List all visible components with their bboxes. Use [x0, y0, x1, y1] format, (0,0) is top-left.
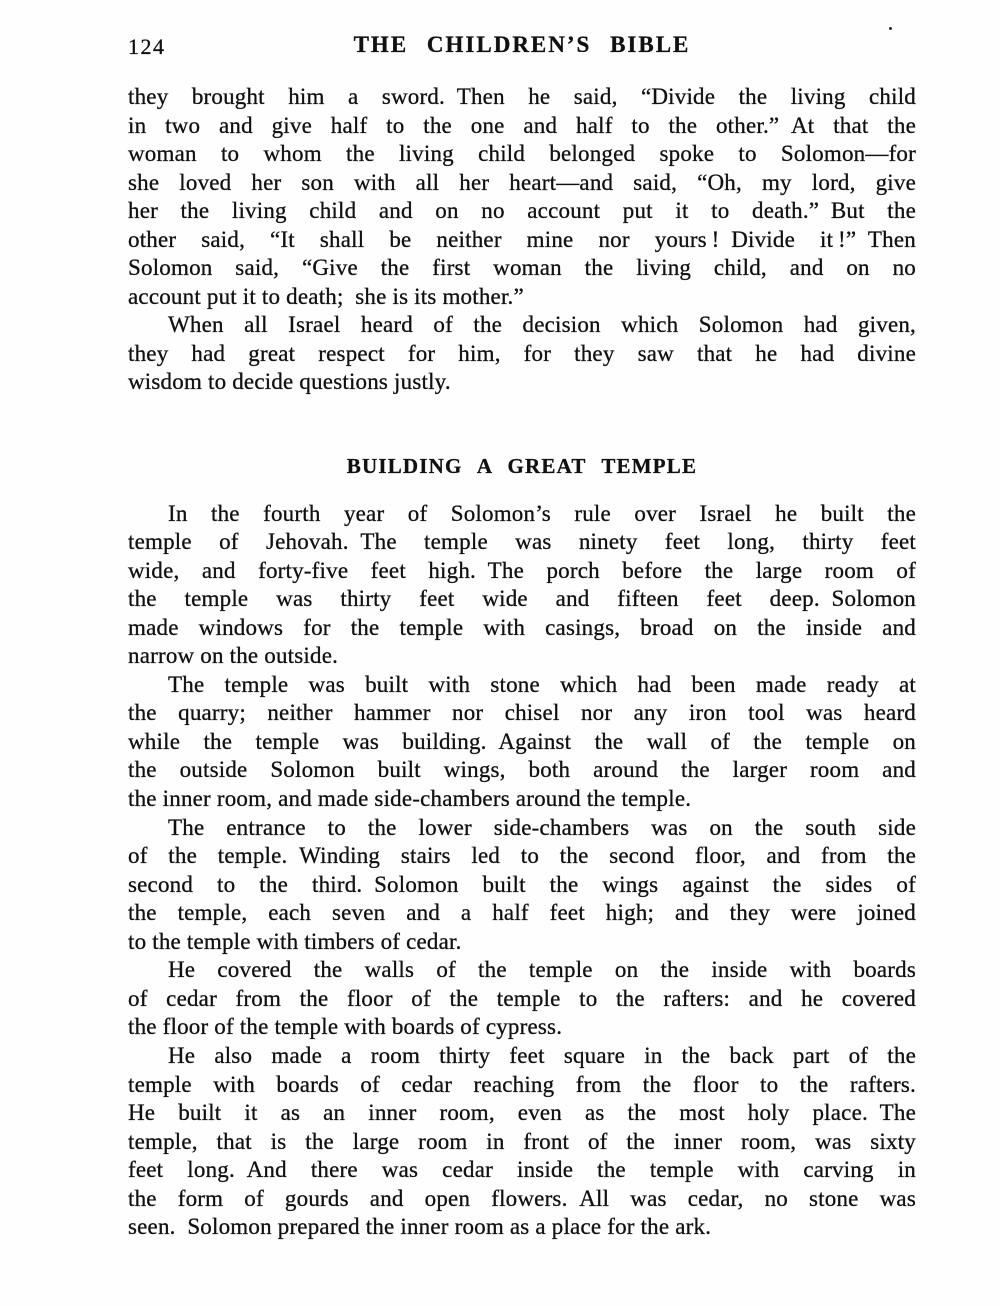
- text-line: in two and give half to the one and half to the other.” At that the: [128, 112, 916, 138]
- text-line: they brought him a sword. Then he said, “Divide the living child: [128, 84, 916, 109]
- text-line: account put it to death; she is its mother.”: [128, 283, 524, 309]
- text-line: the inner room, and made side-chambers around the temple.: [128, 786, 692, 812]
- text-line: He built it as an inner room, even as the most holy place. The: [128, 1100, 916, 1126]
- paragraph-fourth-year: [128, 500, 916, 671]
- text-line: wide, and forty-five feet high. The porch before the large room of: [128, 557, 916, 583]
- text-block: [128, 83, 916, 1242]
- text-line: He also made a room thirty feet square in the back part of the: [168, 1042, 916, 1068]
- paragraph-sword-judgment: [128, 83, 916, 311]
- running-title: THE CHILDREN’S BIBLE: [353, 32, 691, 57]
- text-line: woman to whom the living child belonged spoke to Solomon—for: [128, 141, 916, 167]
- text-line: temple with boards of cedar reaching from the floor to the rafters.: [128, 1071, 916, 1097]
- text-line: of the temple. Winding stairs led to the second floor, and from the: [128, 843, 916, 869]
- paragraph-inner-room: [128, 1042, 916, 1242]
- text-line: The temple was built with stone which had been made ready at: [168, 671, 916, 697]
- page-header: [128, 32, 916, 60]
- text-line: When all Israel heard of the decision which Solomon had given,: [168, 312, 916, 338]
- text-line: to the temple with timbers of cedar.: [128, 928, 462, 954]
- paragraph-side-chambers: [128, 814, 916, 957]
- text-line: while the temple was building. Against the wall of the temple on: [128, 728, 916, 754]
- text-line: feet long. And there was cedar inside the temple with carving in: [128, 1157, 916, 1183]
- text-line: the quarry; neither hammer nor chisel nor any iron tool was heard: [128, 700, 916, 726]
- text-line: the temple was thirty feet wide and fifteen feet deep. Solomon: [128, 586, 916, 612]
- text-line: He covered the walls of the temple on the inside with boards: [168, 957, 916, 983]
- text-line: The entrance to the lower side-chambers was on the south side: [168, 814, 916, 840]
- text-line: the floor of the temple with boards of cypress.: [128, 1014, 563, 1040]
- text-line: the outside Solomon built wings, both around the larger room and: [128, 757, 916, 783]
- text-line: the temple, each seven and a half feet high; and they were joined: [128, 900, 916, 926]
- text-line: other said, “It shall be neither mine nor yours ! Divide it !” Then: [128, 226, 916, 252]
- text-line: temple, that is the large room in front of the inner room, was sixty: [128, 1128, 916, 1154]
- paragraph-stone-quarry: [128, 671, 916, 814]
- text-line: narrow on the outside.: [128, 643, 339, 669]
- text-line: Solomon said, “Give the first woman the living child, and on no: [128, 255, 916, 281]
- section-heading: BUILDING A GREAT TEMPLE: [346, 454, 698, 479]
- scan-speck: [889, 27, 892, 30]
- paragraph-israel-respect: [128, 311, 916, 397]
- paragraph-cedar-walls: [128, 956, 916, 1042]
- text-line: In the fourth year of Solomon’s rule over Israel he built the: [168, 500, 916, 526]
- text-line: she loved her son with all her heart—and said, “Oh, my lord, give: [128, 169, 916, 195]
- page-number: 124: [128, 34, 166, 59]
- text-line: seen. Solomon prepared the inner room as a place for the ark.: [128, 1214, 712, 1240]
- text-line: temple of Jehovah. The temple was ninety feet long, thirty feet: [128, 529, 916, 555]
- text-line: second to the third. Solomon built the wings against the sides of: [128, 871, 916, 897]
- text-line: of cedar from the floor of the temple to the rafters: and he covered: [128, 985, 916, 1011]
- text-line: wisdom to decide questions justly.: [128, 369, 451, 395]
- text-line: her the living child and on no account put it to death.” But the: [128, 198, 916, 224]
- text-line: they had great respect for him, for they saw that he had divine: [128, 340, 916, 366]
- text-line: made windows for the temple with casings, broad on the inside and: [128, 614, 916, 640]
- text-line: the form of gourds and open flowers. All was cedar, no stone was: [128, 1185, 916, 1211]
